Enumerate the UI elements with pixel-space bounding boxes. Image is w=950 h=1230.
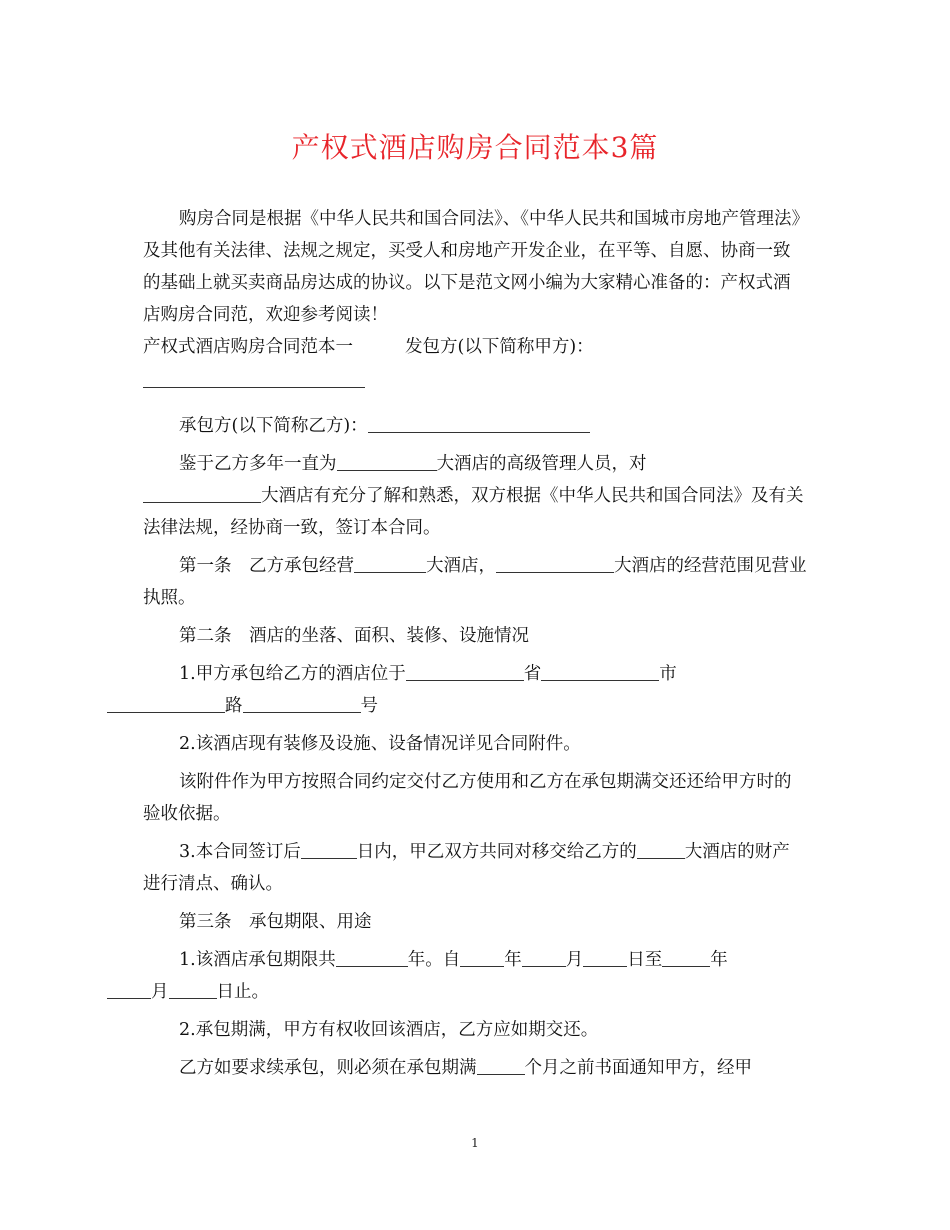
intro-paragraph: 购房合同是根据《中华人民共和国合同法》、《中华人民共和国城市房地产管理法》及其他有关法律、法规之规定，买受人和房地产开发企业，在平等、自愿、协商一致的基础上就买卖商品房达成的协议。以下是范文网小编为大家精心准备的：产权式酒店购房合同范，欢迎参考阅读！: [143, 209, 801, 325]
page-number: 1: [471, 1136, 479, 1150]
blank-field: [337, 450, 437, 471]
article-2-item-1: 1.甲方承包给乙方的酒店位于 省 市 路 号: [143, 658, 807, 722]
blank-field: [662, 946, 710, 967]
party-b-blank: [368, 412, 590, 433]
document-title: 产权式酒店购房合同范本3篇: [291, 131, 659, 164]
section-heading-line: [143, 331, 807, 363]
blank-field: [354, 552, 426, 573]
article-2-item-2-note: 该附件作为甲方按照合同约定交付乙方使用和乙方在承包期满交还还给甲方时的验收依据。: [143, 772, 792, 824]
recital-paragraph: 鉴于乙方多年一直为 大酒店的高级管理人员，对 大酒店有充分了解和熟悉，双方根据《中华人民共和国合同法》及有关法律法规，经协商一致，签订本合同。: [143, 448, 807, 544]
blank-field: [460, 946, 504, 967]
article-2-item-3: 3.本合同签订后 日内，甲乙双方共同对移交给乙方的 大酒店的财产进行清点、确认。: [143, 836, 807, 900]
blank-field: [301, 838, 357, 859]
article-1: 第一条 乙方承包经营 大酒店， 大酒店的经营范围见营业执照。: [143, 550, 807, 614]
party-b-line: [143, 410, 807, 442]
document-body: [143, 203, 807, 1084]
blank-field: [243, 692, 361, 713]
article-3-item-2: 2.承包期满，甲方有权收回该酒店，乙方应如期交还。: [179, 1020, 599, 1040]
blank-field: [406, 660, 524, 681]
blank-field: [107, 692, 225, 713]
article-3-title: 第三条 承包期限、用途: [179, 912, 372, 932]
blank-field: [143, 482, 261, 503]
blank-field: [107, 978, 151, 999]
blank-field: [477, 1054, 525, 1075]
blank-field: [336, 946, 408, 967]
blank-field: [496, 552, 614, 573]
article-3-renewal: 乙方如要求续承包，则必须在承包期满 个月之前书面通知甲方，经甲: [143, 1052, 807, 1084]
article-3-item-1: 1.该酒店承包期限共 年。自 年 月 日至 年 月 日止。: [143, 944, 807, 1008]
party-a-label: 发包方(以下简称甲方)：: [405, 337, 594, 357]
article-2-item-2: 2.该酒店现有装修及设施、设备情况详见合同附件。: [179, 734, 581, 754]
blank-field: [637, 838, 685, 859]
article-2-title: 第二条 酒店的坐落、面积、装修、设施情况: [179, 626, 529, 646]
blank-field: [522, 946, 566, 967]
section-heading: 产权式酒店购房合同范本一: [143, 337, 353, 357]
blank-field: [169, 978, 217, 999]
party-b-label: 承包方(以下简称乙方)：: [179, 416, 368, 436]
blank-field: [541, 660, 659, 681]
blank-field: [583, 946, 627, 967]
party-a-blank: [143, 387, 365, 388]
